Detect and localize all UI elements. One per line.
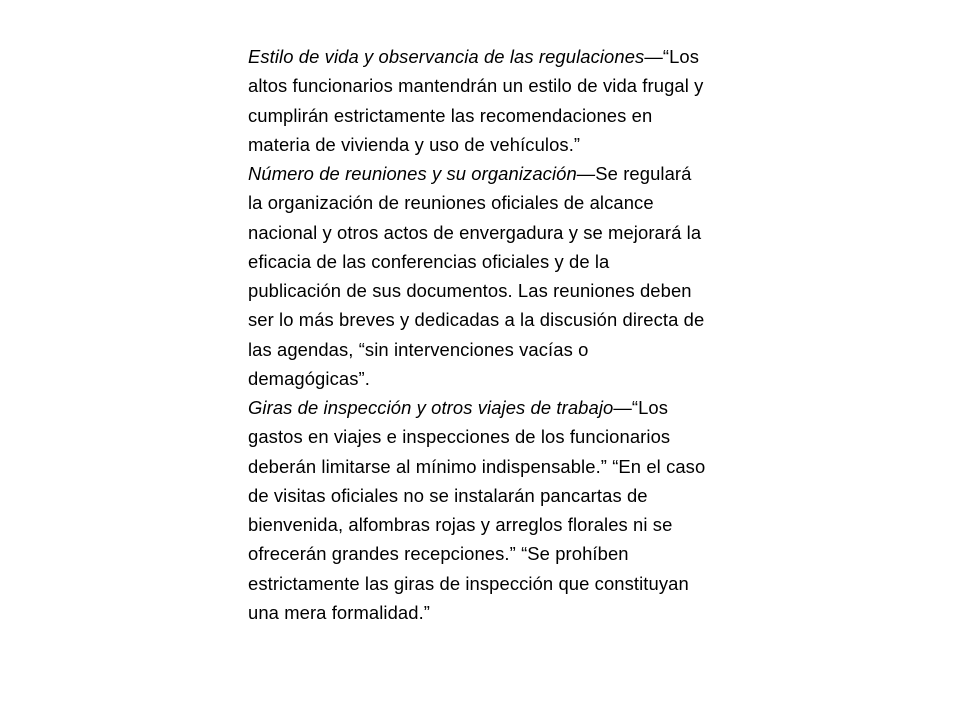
em-dash: — — [644, 46, 663, 67]
paragraph-meetings — [248, 159, 706, 393]
slide-text-block — [248, 42, 706, 627]
paragraph-heading: Giras de inspección y otros viajes de trabajo — [248, 397, 614, 418]
paragraph-heading: Estilo de vida y observancia de las regulaciones — [248, 46, 645, 67]
paragraph-inspection-tours — [248, 393, 706, 627]
em-dash: — — [576, 163, 596, 184]
paragraph-body: “Los gastos en viajes e inspecciones de los funcionarios deberán limitarse al mínimo indispensable.” “En el caso de visitas oficiales no se instalarán pancartas de bienvenida, alfombras rojas y arreglos florales ni se ofrecerán grandes recepciones.” “Se prohíben estrictamente las giras de inspección que constituyan una mera formalidad.” — [248, 397, 706, 623]
paragraph-lifestyle — [248, 42, 706, 159]
paragraph-body: “Los altos funcionarios mantendrán un estilo de vida frugal y cumplirán estrictamente las recomendaciones en materia de vivienda y uso de vehículos.” — [248, 46, 704, 155]
paragraph-heading: Número de reuniones y su organización — [248, 163, 577, 184]
em-dash: — — [613, 397, 632, 418]
paragraph-body: Se regulará la organización de reuniones oficiales de alcance nacional y otros actos de envergadura y se mejorará la eficacia de las conferencias oficiales y de la publicación de sus documentos. Las reuniones deben ser lo más breves y dedicadas a la discusión directa de las agendas, “sin intervenciones vacías o demagógicas”. — [248, 163, 705, 389]
